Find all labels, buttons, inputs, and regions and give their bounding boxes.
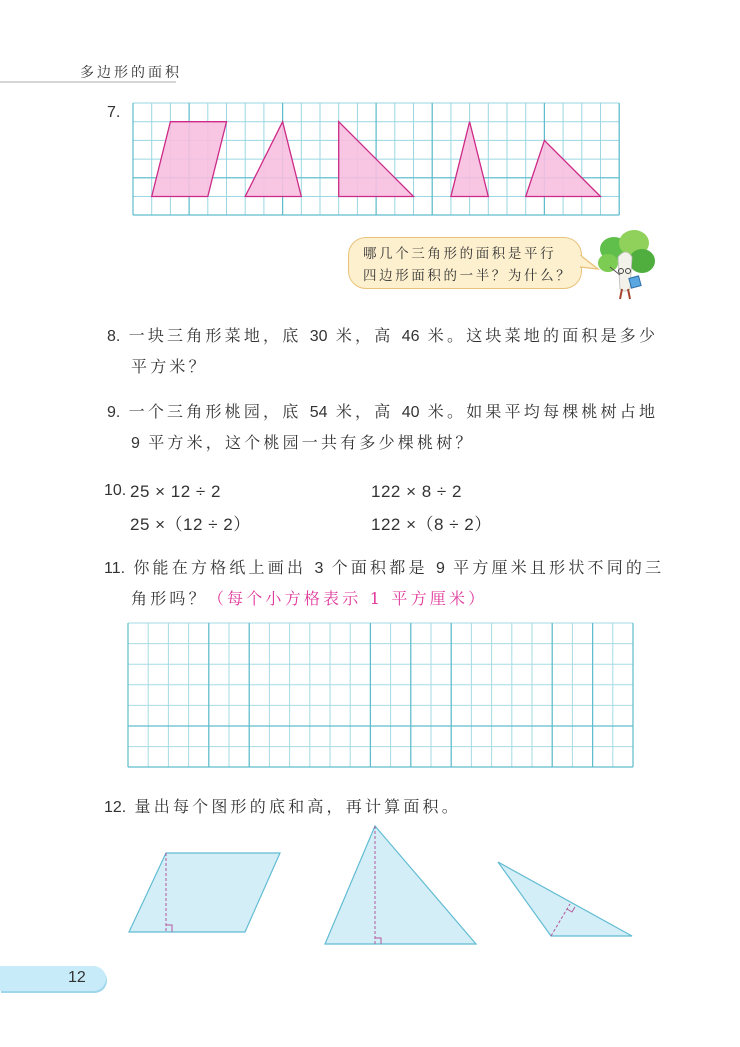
problem-8-text: 米，高 xyxy=(327,326,402,345)
page-header-title: 多边形的面积 xyxy=(80,65,182,81)
measure-parallelogram xyxy=(129,853,280,932)
parallelogram-shape xyxy=(152,122,227,197)
problem-9-text: 米，高 xyxy=(327,402,402,421)
bubble-line-1: 哪几个三角形的面积是平行 xyxy=(363,246,557,262)
triangle-count: 3 xyxy=(314,560,324,577)
speech-bubble xyxy=(348,237,582,289)
problem-11 xyxy=(104,553,674,614)
problem-12-number: 12. xyxy=(104,799,127,816)
height-value: 46 xyxy=(401,328,420,345)
problem-8-number: 8. xyxy=(107,328,121,345)
cabbage-mascot-icon xyxy=(590,227,660,303)
area-value: 9 xyxy=(435,560,445,577)
problem-7-number: 7. xyxy=(107,104,121,121)
page-number: 12 xyxy=(68,969,86,986)
bubble-line-2: 四边形面积的一半？为什么？ xyxy=(363,268,573,284)
problem-8 xyxy=(107,321,667,382)
problem-9 xyxy=(107,397,667,459)
header-divider xyxy=(0,81,176,83)
area-per-tree-value: 9 xyxy=(131,435,140,452)
measure-triangle-acute xyxy=(325,826,476,944)
problem-11-number: 11. xyxy=(104,560,126,577)
expression-4: 122 ×（8 ÷ 2） xyxy=(371,515,492,534)
problem-9-text: 一个三角形桃园，底 xyxy=(128,402,310,421)
problem-12-text: 量出每个图形的底和高，再计算面积。 xyxy=(134,797,461,816)
base-value: 54 xyxy=(309,404,328,421)
problem-11-text: 你能在方格纸上画出 xyxy=(133,558,315,577)
problem-8-text: 一块三角形菜地，底 xyxy=(128,326,310,345)
problem-8-text: 米。这块菜地的面积是多少 xyxy=(419,326,659,345)
problem-7-grid xyxy=(130,100,624,220)
expression-1: 25 × 12 ÷ 2 xyxy=(130,482,221,501)
problem-11-text: 平方厘米且形状不同的三 xyxy=(444,558,665,577)
problem-11-hint: （每个小方格表示 1 平方厘米） xyxy=(207,589,488,608)
problem-9-text: 米。如果平均每棵桃树占地 xyxy=(419,402,659,421)
problem-10-number: 10. xyxy=(104,482,127,499)
problem-8-line-2: 平方米？ xyxy=(131,357,208,376)
expression-3: 25 ×（12 ÷ 2） xyxy=(130,515,251,534)
problem-9-text: 平方米，这个桃园一共有多少棵桃树？ xyxy=(139,433,475,452)
problem-11-text: 角形吗？ xyxy=(131,589,208,608)
problem-12-figures xyxy=(120,820,660,955)
problem-9-number: 9. xyxy=(107,404,121,421)
expression-2: 122 × 8 ÷ 2 xyxy=(371,482,462,501)
problem-11-text: 个面积都是 xyxy=(323,558,436,577)
page-number-tab xyxy=(0,966,106,991)
problem-11-drawing-grid[interactable] xyxy=(126,620,644,770)
base-value: 30 xyxy=(309,328,328,345)
measure-triangle-obtuse xyxy=(498,862,632,936)
problem-12 xyxy=(104,792,664,823)
height-value: 40 xyxy=(401,404,420,421)
